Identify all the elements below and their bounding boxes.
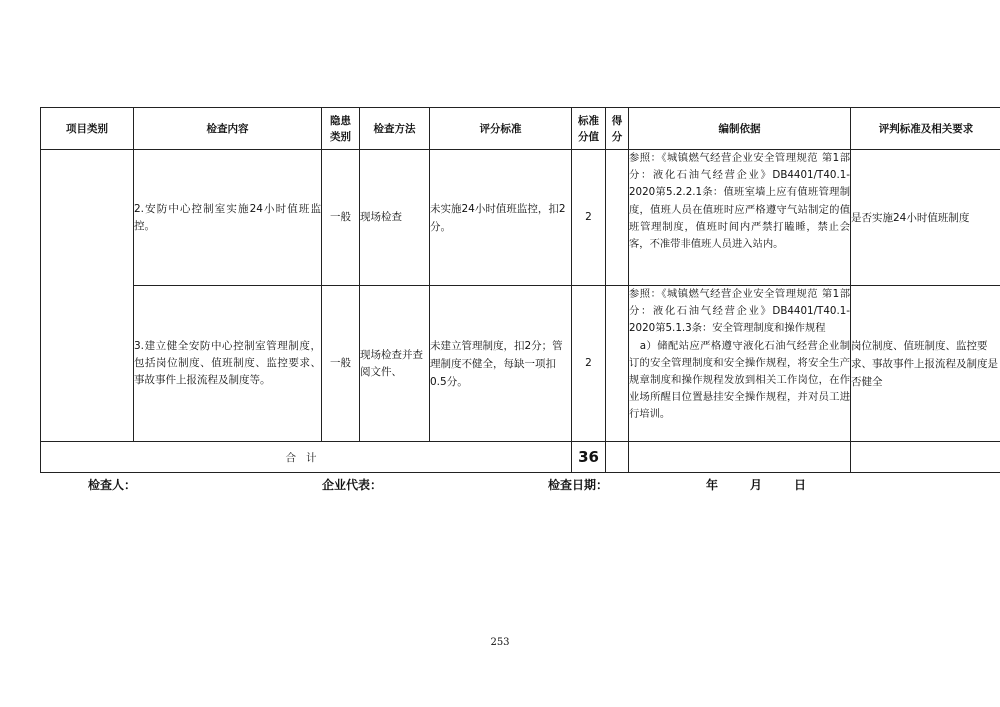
total-row <box>41 442 1000 473</box>
basis-cell: 参照：《城镇燃气经营企业安全管理规范 第1部分：液化石油气经营企业》DB4401/T40.1-2020第5.2.2.1条：值班室墙上应有值班管理制度，值班人员在值班时应严格遵守气站制定的值班管理制度，值班时间内严禁打瞌睡，禁止会客，不准带非值班人员进入站内。 <box>629 150 851 286</box>
score-cell <box>606 150 629 286</box>
total-score-cell <box>606 442 629 473</box>
total-value: 36 <box>572 442 606 473</box>
total-requirements-cell <box>851 442 1000 473</box>
header-score-line1: 得 <box>611 114 623 127</box>
criteria-cell: 未建立管理制度，扣2分；管理制度不健全，每缺一项扣0.5分。 <box>430 286 572 442</box>
inspection-table <box>40 107 1000 473</box>
page-number: 253 <box>490 637 510 648</box>
header-hazard-line1: 隐患 <box>330 114 351 127</box>
score-cell <box>606 286 629 442</box>
hazard-cell: 一般 <box>322 286 360 442</box>
header-criteria: 评分标准 <box>430 108 572 150</box>
std-score-cell: 2 <box>572 150 606 286</box>
total-label: 合计 <box>41 442 572 473</box>
inspection-date-label: 检查日期： <box>548 478 609 492</box>
total-basis-cell <box>629 442 851 473</box>
month-label: 月 <box>750 478 763 492</box>
basis-cell: 参照：《城镇燃气经营企业安全管理规范 第1部分：液化石油气经营企业》DB4401/T40.1-2020第5.1.3条：安全管理制度和操作规程 a）储配站应严格遵守液化石油气经营企业制订的安全管理制度和安全操作规程，将安全生产规章制度和操作规程发放到相关工作岗位，在作业场所醒目位置悬挂安全操作规程，并对员工进行培训。 <box>629 286 851 442</box>
header-std-score <box>572 108 606 150</box>
header-score-line2: 分 <box>611 130 623 143</box>
content-cell: 2.安防中心控制室实施24小时值班监控。 <box>134 150 322 286</box>
content-cell: 3.建立健全安防中心控制室管理制度，包括岗位制度、值班制度、监控要求、事故事件上报流程及制度等。 <box>134 286 322 442</box>
method-cell: 现场检查 <box>360 150 430 286</box>
method-cell: 现场检查并查阅文件、 <box>360 286 430 442</box>
header-std-line1: 标准 <box>578 114 599 127</box>
header-row <box>41 108 1000 150</box>
header-method: 检查方法 <box>360 108 430 150</box>
year-label: 年 <box>706 478 719 492</box>
hazard-cell: 一般 <box>322 150 360 286</box>
header-std-line2: 分值 <box>578 130 599 143</box>
requirements-cell: 岗位制度、值班制度、监控要求、事故事件上报流程及制度是否健全 <box>851 286 1000 442</box>
header-category: 项目类别 <box>41 108 134 150</box>
table-row <box>41 286 1000 442</box>
header-requirements: 评判标准及相关要求 <box>851 108 1000 150</box>
category-cell <box>41 150 134 442</box>
inspector-label: 检查人： <box>88 478 137 492</box>
representative-label: 企业代表： <box>322 478 383 492</box>
day-label: 日 <box>794 478 807 492</box>
std-score-cell: 2 <box>572 286 606 442</box>
header-basis: 编制依据 <box>629 108 851 150</box>
header-score <box>606 108 629 150</box>
criteria-cell: 未实施24小时值班监控，扣2分。 <box>430 150 572 286</box>
header-content: 检查内容 <box>134 108 322 150</box>
requirements-cell: 是否实施24小时值班制度 <box>851 150 1000 286</box>
header-hazard <box>322 108 360 150</box>
table-row <box>41 150 1000 286</box>
header-hazard-line2: 类别 <box>330 130 351 143</box>
